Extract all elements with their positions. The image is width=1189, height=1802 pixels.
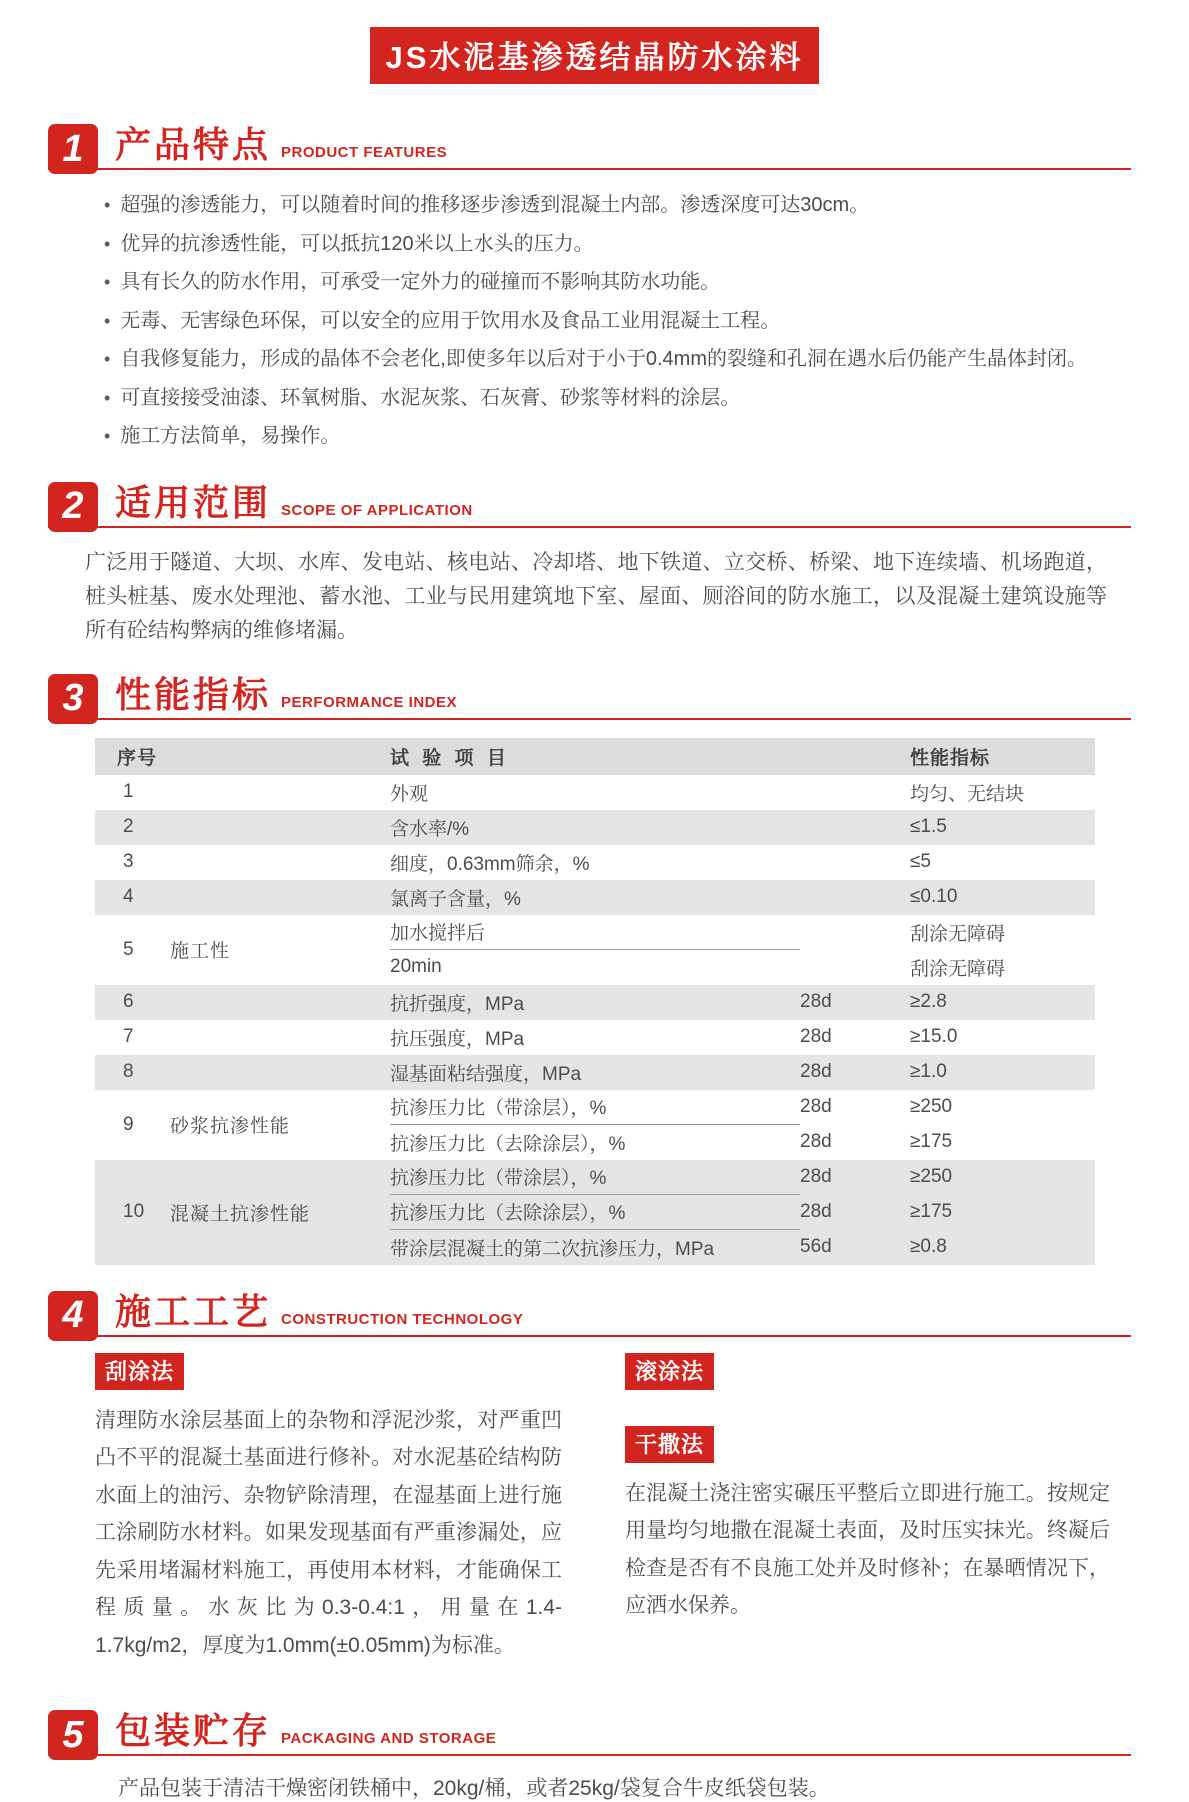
feature-item: • 无毒、无害绿色环保，可以安全的应用于饮用水及食品工业用混凝土工程。 bbox=[104, 302, 1189, 341]
section-header-construction bbox=[48, 1291, 1131, 1337]
performance-table-body bbox=[95, 775, 1095, 1265]
row-number: 5 bbox=[123, 938, 134, 960]
method-scrape-column bbox=[95, 1353, 562, 1665]
test-item-value: ≥0.8 bbox=[910, 1236, 947, 1257]
method-badge-roll: 滚涂法 bbox=[625, 1353, 714, 1390]
row-items bbox=[390, 845, 1095, 880]
row-category: 砂浆抗渗性能 bbox=[170, 1116, 291, 1137]
row-number: 3 bbox=[123, 851, 134, 872]
test-item-age: 56d bbox=[800, 1236, 832, 1257]
test-item-name: 氯离子含量，% bbox=[390, 888, 521, 910]
test-item-name: 抗渗压力比（去除涂层），% bbox=[390, 1195, 800, 1230]
construction-methods bbox=[95, 1353, 1110, 1665]
row-category bbox=[170, 1020, 390, 1055]
test-item-line bbox=[390, 950, 1095, 985]
section-title: 产品特点 bbox=[115, 124, 272, 165]
method-text-dry-sprinkle: 在混凝土浇注密实碾压平整后立即进行施工。按规定用量均匀地撒在混凝土表面，及时压实抹光。终凝后检查是否有不良施工处并及时修补；在暴晒情况下，应洒水保养。 bbox=[625, 1481, 1110, 1617]
test-item-value: 刮涂无障碍 bbox=[910, 958, 1006, 980]
test-item-name: 抗折强度，MPa bbox=[390, 993, 525, 1015]
table-row bbox=[95, 985, 1095, 1020]
section-title: 施工工艺 bbox=[115, 1290, 272, 1332]
test-item-value: ≤5 bbox=[910, 851, 931, 872]
method-text-scrape: 清理防水涂层基面上的杂物和浮泥沙浆，对严重凹凸不平的混凝土基面进行修补。对水泥基砼结构防水面上的油污、杂物铲除清理，在湿基面上进行施工涂刷防水材料。如果发现基面有严重渗漏处，应先采用堵漏材料施工，再使用本材料，才能确保工程质量。水灰比为0.3-0.4:1，用量在1.4-1.7kg/m2，厚度为1.0mm(±0.05mm)为标准。 bbox=[95, 1408, 562, 1657]
section-subtitle: CONSTRUCTION TECHNOLOGY bbox=[281, 1310, 524, 1328]
row-number: 7 bbox=[123, 1026, 134, 1047]
section-number-badge: 1 bbox=[48, 124, 98, 174]
test-item-age: 28d bbox=[800, 1131, 832, 1152]
row-category bbox=[170, 810, 390, 845]
table-row bbox=[95, 1090, 1095, 1160]
feature-item: • 自我修复能力，形成的晶体不会老化,即使多年以后对于小于0.4mm的裂缝和孔洞在遇水后仍能产生晶体封闭。 bbox=[104, 340, 1189, 379]
table-row bbox=[95, 775, 1095, 810]
test-item-line bbox=[390, 1160, 1095, 1195]
section-header-product-features bbox=[48, 124, 1131, 170]
test-item-value: ≥2.8 bbox=[910, 991, 947, 1012]
row-number: 1 bbox=[123, 781, 134, 802]
section-number-badge: 2 bbox=[48, 482, 98, 532]
performance-table bbox=[95, 738, 1095, 1265]
test-item-value: ≤1.5 bbox=[910, 816, 947, 837]
section-header-scope bbox=[48, 482, 1131, 528]
test-item-name: 湿基面粘结强度，MPa bbox=[390, 1063, 582, 1085]
test-item-line bbox=[390, 1020, 1095, 1055]
row-items bbox=[390, 1160, 1095, 1265]
test-item-value: ≥15.0 bbox=[910, 1026, 958, 1047]
test-item-value: 均匀、无结块 bbox=[910, 783, 1025, 805]
table-row bbox=[95, 810, 1095, 845]
section-number-badge: 4 bbox=[48, 1291, 98, 1341]
row-number: 10 bbox=[123, 1201, 145, 1222]
feature-item: • 优异的抗渗透性能，可以抵抗120米以上水头的压力。 bbox=[104, 225, 1189, 264]
test-item-name: 20min bbox=[390, 956, 442, 977]
table-row bbox=[95, 915, 1095, 985]
test-item-line bbox=[390, 845, 1095, 880]
row-category: 混凝土抗渗性能 bbox=[170, 1203, 311, 1225]
test-item-value: ≥175 bbox=[910, 1131, 953, 1152]
test-item-line bbox=[390, 880, 1095, 915]
test-item-line bbox=[390, 985, 1095, 1020]
method-badge-dry-sprinkle: 干撒法 bbox=[625, 1426, 714, 1463]
test-item-value: ≤0.10 bbox=[910, 886, 958, 907]
table-row bbox=[95, 1160, 1095, 1265]
section-subtitle: PERFORMANCE INDEX bbox=[281, 693, 458, 711]
row-number: 6 bbox=[123, 991, 134, 1012]
test-item-line bbox=[390, 1055, 1095, 1090]
table-row bbox=[95, 845, 1095, 880]
feature-item: • 可直接接受油漆、环氧树脂、水泥灰浆、石灰膏、砂浆等材料的涂层。 bbox=[104, 379, 1189, 418]
test-item-age: 28d bbox=[800, 1061, 832, 1082]
test-item-line bbox=[390, 1090, 1095, 1125]
table-header-row bbox=[95, 738, 1095, 775]
section-number-badge: 5 bbox=[48, 1710, 98, 1760]
table-row bbox=[95, 1020, 1095, 1055]
row-number: 8 bbox=[123, 1061, 134, 1082]
test-item-value: 刮涂无障碍 bbox=[910, 923, 1006, 945]
test-item-value: ≥175 bbox=[910, 1201, 953, 1222]
test-item-name: 外观 bbox=[390, 783, 429, 805]
section-title: 适用范围 bbox=[115, 481, 272, 523]
row-category bbox=[170, 880, 390, 915]
test-item-line bbox=[390, 1125, 1095, 1160]
row-category bbox=[170, 985, 390, 1020]
row-items bbox=[390, 775, 1095, 810]
spacer bbox=[625, 1390, 1110, 1426]
row-category bbox=[170, 1055, 390, 1090]
test-item-value: ≥250 bbox=[910, 1166, 953, 1187]
section-title: 性能指标 bbox=[115, 673, 272, 715]
test-item-line bbox=[390, 915, 1095, 950]
section-subtitle: PACKAGING AND STORAGE bbox=[281, 1730, 497, 1747]
section-subtitle: PRODUCT FEATURES bbox=[281, 144, 448, 161]
section-title: 包装贮存 bbox=[115, 1710, 272, 1751]
section-subtitle: SCOPE OF APPLICATION bbox=[281, 501, 473, 519]
packaging-paragraph: 产品包装于清洁干燥密闭铁桶中，20kg/桶，或者25kg/袋复合牛皮纸袋包装。 bbox=[118, 1777, 830, 1800]
method-badge-scrape: 刮涂法 bbox=[95, 1353, 184, 1390]
test-item-line bbox=[390, 810, 1095, 845]
test-item-name: 抗渗压力比（带涂层），% bbox=[390, 1090, 800, 1125]
table-row bbox=[95, 1055, 1095, 1090]
col-header-value: 性能指标 bbox=[910, 747, 991, 769]
section-header-packaging bbox=[48, 1710, 1131, 1756]
test-item-value: ≥1.0 bbox=[910, 1061, 947, 1082]
row-items bbox=[390, 810, 1095, 845]
section-header-performance bbox=[48, 674, 1131, 720]
row-category bbox=[170, 775, 390, 810]
col-header-no: 序号 bbox=[117, 747, 158, 769]
test-item-age: 28d bbox=[800, 1201, 832, 1222]
feature-item: • 施工方法简单，易操作。 bbox=[104, 417, 1189, 456]
test-item-age: 28d bbox=[800, 991, 832, 1012]
test-item-value: ≥250 bbox=[910, 1096, 953, 1117]
test-item-name: 带涂层混凝土的第二次抗渗压力，MPa bbox=[390, 1238, 715, 1260]
test-item-name: 抗渗压力比（带涂层），% bbox=[390, 1160, 800, 1195]
row-items bbox=[390, 1090, 1095, 1160]
test-item-age: 28d bbox=[800, 1096, 832, 1117]
test-item-age: 28d bbox=[800, 1026, 832, 1047]
row-items bbox=[390, 985, 1095, 1020]
test-item-name: 加水搅拌后 bbox=[390, 915, 800, 950]
test-item-name: 细度，0.63mm筛余，% bbox=[390, 853, 590, 875]
row-number: 4 bbox=[123, 886, 134, 907]
scope-paragraph: 广泛用于隧道、大坝、水库、发电站、核电站、冷却塔、地下铁道、立交桥、桥梁、地下连续墙、机场跑道，桩头桩基、废水处理池、蓄水池、工业与民用建筑地下室、屋面、厕浴间的防水施工，以及混凝土建筑设施等所有砼结构弊病的维修堵漏。 bbox=[85, 550, 1107, 642]
test-item-name: 抗渗压力比（去除涂层），% bbox=[390, 1133, 626, 1155]
test-item-line bbox=[390, 1230, 1095, 1265]
row-category: 施工性 bbox=[170, 941, 231, 962]
row-number: 2 bbox=[123, 816, 134, 837]
test-item-line bbox=[390, 775, 1095, 810]
section-number-badge: 3 bbox=[48, 674, 98, 724]
row-category bbox=[170, 845, 390, 880]
test-item-name: 含水率/% bbox=[390, 818, 470, 840]
feature-item: • 具有长久的防水作用，可承受一定外力的碰撞而不影响其防水功能。 bbox=[104, 263, 1189, 302]
row-items bbox=[390, 1020, 1095, 1055]
table-row bbox=[95, 880, 1095, 915]
feature-list bbox=[104, 186, 1189, 456]
row-items bbox=[390, 880, 1095, 915]
test-item-age: 28d bbox=[800, 1166, 832, 1187]
row-items bbox=[390, 915, 1095, 985]
method-roll-dry-column bbox=[625, 1353, 1110, 1665]
test-item-name: 抗压强度，MPa bbox=[390, 1028, 525, 1050]
page-title: JS水泥基渗透结晶防水涂料 bbox=[370, 27, 820, 84]
feature-item: • 超强的渗透能力，可以随着时间的推移逐步渗透到混凝土内部。渗透深度可达30cm。 bbox=[104, 186, 1189, 225]
col-header-item: 试 验 项 目 bbox=[390, 747, 510, 769]
row-items bbox=[390, 1055, 1095, 1090]
row-number: 9 bbox=[123, 1113, 134, 1135]
test-item-line bbox=[390, 1195, 1095, 1230]
